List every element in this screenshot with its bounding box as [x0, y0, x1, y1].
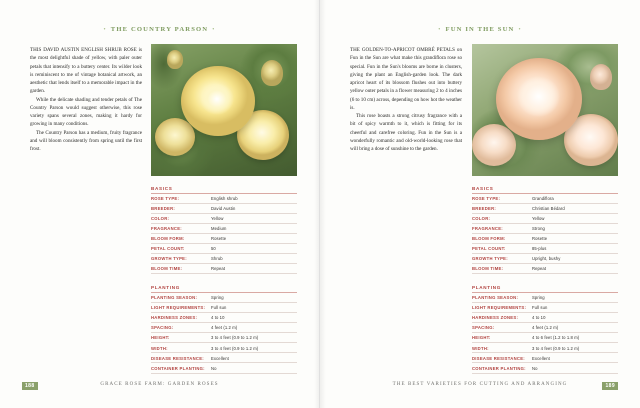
table-row — [151, 333, 297, 343]
rose-bud-left-2 — [167, 50, 183, 69]
spec-value: Rosette — [211, 236, 227, 242]
table-row — [472, 293, 618, 303]
table-row — [472, 323, 618, 333]
spec-tables-right — [472, 186, 618, 374]
spec-value: Full sun — [211, 305, 227, 311]
table-row — [151, 214, 297, 224]
spec-value: 50 — [211, 246, 216, 252]
spec-key: HEIGHT: — [472, 335, 491, 341]
rose-bloom-right-3 — [472, 124, 516, 166]
spec-key: SPACING: — [472, 325, 495, 331]
spec-value: 85-plus — [532, 246, 547, 252]
spec-key: CONTAINER PLANTING: — [151, 365, 205, 371]
spec-key: FRAGRANCE: — [151, 226, 182, 232]
planting-title-left: PLANTING — [151, 285, 297, 293]
spec-value: 3 to 4 feet (0.9 to 1.2 m) — [532, 345, 580, 351]
rose-bud-left-1 — [261, 60, 283, 86]
spec-value: 3 to 4 feet (0.9 to 1.2 m) — [211, 345, 259, 351]
spec-key: ROSE TYPE: — [151, 196, 180, 202]
spec-value: Yellow — [211, 216, 224, 222]
table-row — [151, 194, 297, 204]
table-row — [472, 353, 618, 363]
table-row — [151, 224, 297, 234]
rose-bloom-right-1 — [496, 58, 582, 140]
table-row — [472, 244, 618, 254]
footer-title-right: THE BEST VARIETIES FOR CUTTING AND ARRANGING — [392, 381, 568, 387]
footer-left — [0, 380, 319, 390]
spec-key: WIDTH: — [472, 345, 489, 351]
spec-key: WIDTH: — [151, 345, 168, 351]
spec-value: 4 feet (1.2 m) — [211, 325, 238, 331]
page-number-right: 189 — [602, 382, 618, 390]
spec-key: COLOR: — [151, 216, 170, 222]
spec-key: ROSE TYPE: — [472, 196, 501, 202]
table-row — [472, 254, 618, 264]
running-head-right-label: FUN IN THE SUN — [445, 26, 515, 33]
paragraph-right-2: This rose boasts a strong citrusy fragrance with a bit of spicy warmth to it, which is fitting for its cheerful and carefree coloring. Fun in the Sun is a wonderfully romantic and old-world-looking rose that will bring a dose of sunshine to the garden. — [350, 113, 462, 152]
spec-key: PETAL COUNT: — [151, 246, 185, 252]
spec-key: PLANTING SEASON: — [472, 295, 519, 301]
planting-table-right — [472, 285, 618, 373]
photo-inner-right — [472, 44, 618, 176]
spec-key: BLOOM FORM: — [472, 236, 506, 242]
spec-key: BREEDER: — [472, 206, 497, 212]
footer-title-left: GRACE ROSE FARM: GARDEN ROSES — [100, 381, 219, 387]
table-row — [472, 313, 618, 323]
spec-key: PETAL COUNT: — [472, 246, 506, 252]
spec-key: BREEDER: — [151, 206, 176, 212]
yellow-shrub-rose-photograph — [151, 44, 297, 176]
table-row — [151, 234, 297, 244]
table-row — [151, 293, 297, 303]
rose-bud-right-1 — [590, 64, 612, 90]
photo-inner-left — [151, 44, 297, 176]
spec-value: Grandiflora — [532, 196, 554, 202]
table-row — [472, 204, 618, 214]
table-row — [151, 313, 297, 323]
spec-value: No — [211, 365, 217, 371]
spec-value: Upright, bushy — [532, 256, 561, 262]
spec-value: Rosette — [532, 236, 548, 242]
spec-value: 4 feet (1.2 m) — [532, 325, 559, 331]
table-row — [151, 204, 297, 214]
spec-value: No — [532, 365, 538, 371]
spec-key: DISEASE RESISTANCE: — [151, 355, 204, 361]
body-text-left — [30, 46, 142, 153]
spec-key: BLOOM TIME: — [151, 266, 183, 272]
spec-tables-left — [151, 186, 297, 374]
basics-table-left — [151, 186, 297, 274]
spec-key: BLOOM TIME: — [472, 266, 504, 272]
table-row — [151, 303, 297, 313]
spec-value: Christian Bédard — [532, 206, 565, 212]
spec-key: HEIGHT: — [151, 335, 170, 341]
spec-key: HARDINESS ZONES: — [151, 315, 198, 321]
spec-key: GROWTH TYPE: — [151, 256, 187, 262]
table-row — [472, 343, 618, 353]
apricot-grandiflora-rose-photograph — [472, 44, 618, 176]
spec-value: 4 to 10 — [211, 315, 225, 321]
spec-value: Excellent — [211, 355, 229, 361]
table-row — [472, 234, 618, 244]
spec-key: LIGHT REQUIREMENTS: — [151, 305, 206, 311]
spec-value: Repeat — [211, 266, 226, 272]
running-head-left — [0, 26, 319, 33]
spec-key: LIGHT REQUIREMENTS: — [472, 305, 527, 311]
ornament-icon-right-end: • — [518, 26, 522, 33]
running-head-right — [320, 26, 640, 33]
spec-key: PLANTING SEASON: — [151, 295, 198, 301]
paragraph-left-1: THIS DAVID AUSTIN ENGLISH SHRUB ROSE is the most delightful shade of yellow, with paler outer petals that intensify to a buttery center. Its wilder look is reminiscent to me of vintage botanical artwork, an aesthetic that lends itself to a memorable impact in the garden. — [30, 47, 142, 95]
spec-value: English shrub — [211, 196, 238, 202]
spec-key: BLOOM FORM: — [151, 236, 185, 242]
planting-table-left — [151, 285, 297, 373]
spec-key: SPACING: — [151, 325, 174, 331]
spec-value: Yellow — [532, 216, 545, 222]
spec-value: 4 to 6 feet (1.2 to 1.8 m) — [532, 335, 580, 341]
spec-value: 3 to 4 feet (0.9 to 1.2 m) — [211, 335, 259, 341]
spec-value: 4 to 10 — [532, 315, 546, 321]
table-row — [472, 303, 618, 313]
ornament-icon-right-start: • — [438, 26, 442, 33]
ornament-icon-left-start: • — [103, 26, 107, 33]
spec-key: FRAGRANCE: — [472, 226, 503, 232]
table-row — [472, 214, 618, 224]
table-row — [472, 363, 618, 373]
table-row — [472, 194, 618, 204]
paragraph-left-3: The Country Parson has a medium, fruity fragrance and will bloom consistently from spring until the first frost. — [30, 129, 142, 152]
spec-key: CONTAINER PLANTING: — [472, 365, 526, 371]
spec-value: Full sun — [532, 305, 548, 311]
table-row — [472, 224, 618, 234]
table-row — [472, 264, 618, 274]
spec-value: Strong — [532, 226, 545, 232]
spec-key: COLOR: — [472, 216, 491, 222]
basics-title-right: BASICS — [472, 186, 618, 194]
spec-key: HARDINESS ZONES: — [472, 315, 519, 321]
right-page — [320, 0, 640, 408]
table-row — [151, 244, 297, 254]
spec-key: GROWTH TYPE: — [472, 256, 508, 262]
paragraph-left-2: While the delicate shading and tender petals of The Country Parson would suggest otherwise, this rose variety spans several zones, making it hardy for growing in many conditions. — [30, 96, 142, 128]
spec-value: Spring — [211, 295, 224, 301]
running-head-left-label: THE COUNTRY PARSON — [110, 26, 209, 33]
spec-value: Medium — [211, 226, 227, 232]
table-row — [151, 363, 297, 373]
planting-title-right: PLANTING — [472, 285, 618, 293]
table-row — [472, 333, 618, 343]
table-row — [151, 343, 297, 353]
table-row — [151, 254, 297, 264]
ornament-icon-left-end: • — [212, 26, 216, 33]
spec-value: Repeat — [532, 266, 547, 272]
basics-table-right — [472, 186, 618, 274]
table-row — [151, 353, 297, 363]
basics-title-left: BASICS — [151, 186, 297, 194]
spec-value: Spring — [532, 295, 545, 301]
spec-value: Excellent — [532, 355, 550, 361]
paragraph-right-1: THE GOLDEN-TO-APRICOT OMBRÉ PETALS on Fun in the Sun are what make this grandiflora rose so special. Fun in the Sun's blooms are borne in clusters, giving the plant an English-garden look. The dark apricot heart of its blossom flushes out into buttery yellow outer petals in a flower measuring 2 to 4 inches (6 to 10 cm) across, depending on how hot the weather is. — [350, 47, 462, 111]
spec-value: David Austin — [211, 206, 236, 212]
body-text-right — [350, 46, 462, 153]
footer-right — [320, 380, 640, 390]
table-row — [151, 264, 297, 274]
spec-key: DISEASE RESISTANCE: — [472, 355, 525, 361]
rose-bloom-left-1 — [181, 66, 255, 136]
table-row — [151, 323, 297, 333]
spec-value: Shrub — [211, 256, 223, 262]
page-number-left: 188 — [22, 382, 38, 390]
